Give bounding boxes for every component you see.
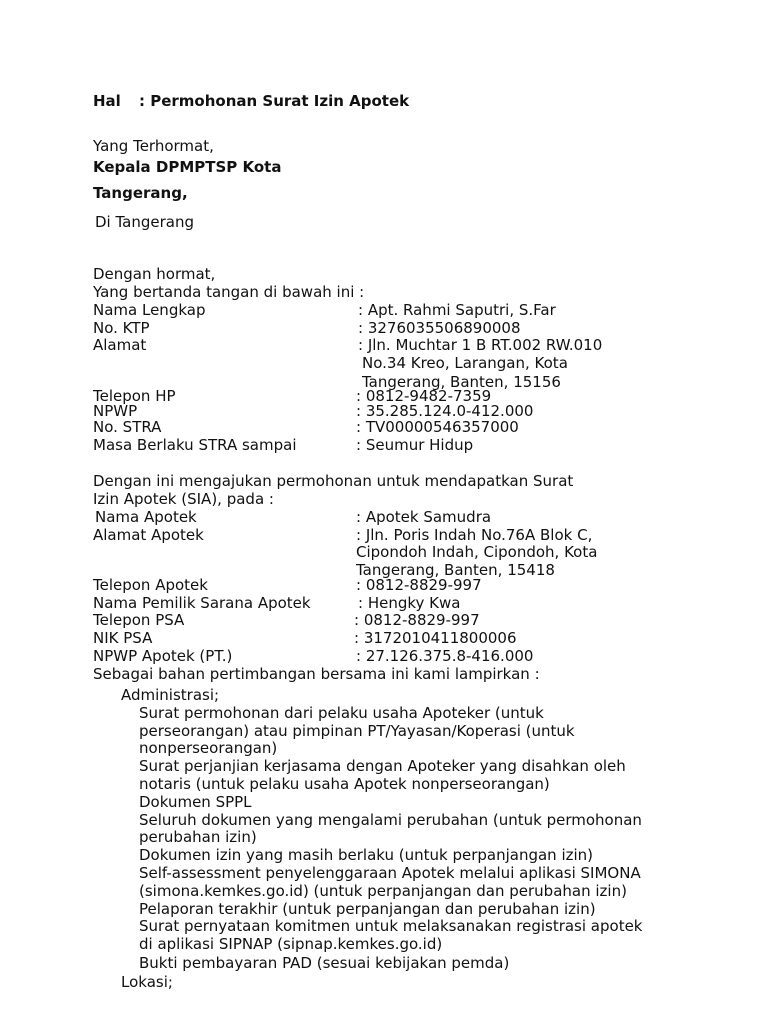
attachment-item: nonperseorangan) <box>139 739 278 757</box>
applicant-ktp-value: : 3276035506890008 <box>358 319 521 337</box>
attachment-item: perseorangan) atau pimpinan PT/Yayasan/Koperasi (untuk <box>139 722 575 740</box>
psa-nik-value: : 3172010411800006 <box>354 629 517 647</box>
recipient-name-line1: Kepala DPMPTSP Kota <box>93 158 282 176</box>
pharmacy-npwp-value: : 27.126.375.8-416.000 <box>356 647 534 665</box>
request-line-2: Izin Apotek (SIA), pada : <box>93 490 274 508</box>
attachments-administrasi-heading: Administrasi; <box>121 686 220 704</box>
pharmacy-phone-label: Telepon Apotek <box>93 576 208 594</box>
pharmacy-address-value-2: Cipondoh Indah, Cipondoh, Kota <box>356 543 598 561</box>
attachment-item: Self-assessment penyelenggaraan Apotek melalui aplikasi SIMONA <box>139 864 641 882</box>
applicant-npwp-value: : 35.285.124.0-412.000 <box>356 402 534 420</box>
applicant-address-value-3: Tangerang, Banten, 15156 <box>362 373 561 391</box>
attachment-item: Surat permohonan dari pelaku usaha Apoteker (untuk <box>139 704 544 722</box>
attachment-item: perubahan izin) <box>139 828 257 846</box>
applicant-npwp-label: NPWP <box>93 402 138 420</box>
recipient-name-line2: Tangerang, <box>93 184 188 202</box>
applicant-name-value: : Apt. Rahmi Saputri, S.Far <box>358 301 556 319</box>
hal-label: Hal <box>93 92 121 110</box>
attachment-item: notaris (untuk pelaku usaha Apotek nonperseorangan) <box>139 775 550 793</box>
attachment-item: Seluruh dokumen yang mengalami perubahan (untuk permohonan <box>139 811 642 829</box>
hal-subject: : Permohonan Surat Izin Apotek <box>139 92 410 110</box>
pharmacy-owner-value: : Hengky Kwa <box>358 594 461 612</box>
greeting: Dengan hormat, <box>93 265 216 283</box>
attachments-intro: Sebagai bahan pertimbangan bersama ini kami lampirkan : <box>93 665 540 683</box>
applicant-address-value-1: : Jln. Muchtar 1 B RT.002 RW.010 <box>358 336 603 354</box>
applicant-name-label: Nama Lengkap <box>93 301 206 319</box>
psa-phone-value: : 0812-8829-997 <box>354 611 480 629</box>
pharmacy-address-value-1: : Jln. Poris Indah No.76A Blok C, <box>356 526 593 544</box>
salutation: Yang Terhormat, <box>93 137 214 155</box>
pharmacy-name-value: : Apotek Samudra <box>356 508 492 526</box>
pharmacy-name-label: Nama Apotek <box>95 508 197 526</box>
applicant-stra-validity-value: : Seumur Hidup <box>356 436 474 454</box>
applicant-phone-value: : 0812-9482-7359 <box>356 387 492 405</box>
pharmacy-owner-label: Nama Pemilik Sarana Apotek <box>93 594 311 612</box>
attachment-item: (simona.kemkes.go.id) (untuk perpanjangan dan perubahan izin) <box>139 882 627 900</box>
applicant-stra-label: No. STRA <box>93 418 162 436</box>
attachment-item: Surat pernyataan komitmen untuk melaksanakan registrasi apotek <box>139 917 643 935</box>
pharmacy-npwp-label: NPWP Apotek (PT.) <box>93 647 233 665</box>
recipient-location: Di Tangerang <box>95 213 195 231</box>
applicant-ktp-label: No. KTP <box>93 319 150 337</box>
attachments-lokasi-heading: Lokasi; <box>121 973 173 991</box>
pharmacy-address-label: Alamat Apotek <box>93 526 204 544</box>
applicant-phone-label: Telepon HP <box>93 387 176 405</box>
attachment-item: Surat perjanjian kerjasama dengan Apoteker yang disahkan oleh <box>139 757 626 775</box>
intro-line: Yang bertanda tangan di bawah ini : <box>93 283 365 301</box>
pharmacy-phone-value: : 0812-8829-997 <box>356 576 482 594</box>
attachment-item: Dokumen SPPL <box>139 793 252 811</box>
applicant-address-label: Alamat <box>93 336 147 354</box>
applicant-address-value-2: No.34 Kreo, Larangan, Kota <box>362 354 568 372</box>
psa-nik-label: NIK PSA <box>93 629 153 647</box>
attachment-item: Bukti pembayaran PAD (sesuai kebijakan pemda) <box>139 954 510 972</box>
request-line-1: Dengan ini mengajukan permohonan untuk mendapatkan Surat <box>93 472 574 490</box>
attachment-item: di aplikasi SIPNAP (sipnap.kemkes.go.id) <box>139 935 443 953</box>
attachment-item: Pelaporan terakhir (untuk perpanjangan dan perubahan izin) <box>139 900 596 918</box>
applicant-stra-validity-label: Masa Berlaku STRA sampai <box>93 436 297 454</box>
applicant-stra-value: : TV00000546357000 <box>356 418 519 436</box>
psa-phone-label: Telepon PSA <box>93 611 185 629</box>
attachment-item: Dokumen izin yang masih berlaku (untuk perpanjangan izin) <box>139 846 594 864</box>
pharmacy-address-value-3: Tangerang, Banten, 15418 <box>356 561 555 579</box>
